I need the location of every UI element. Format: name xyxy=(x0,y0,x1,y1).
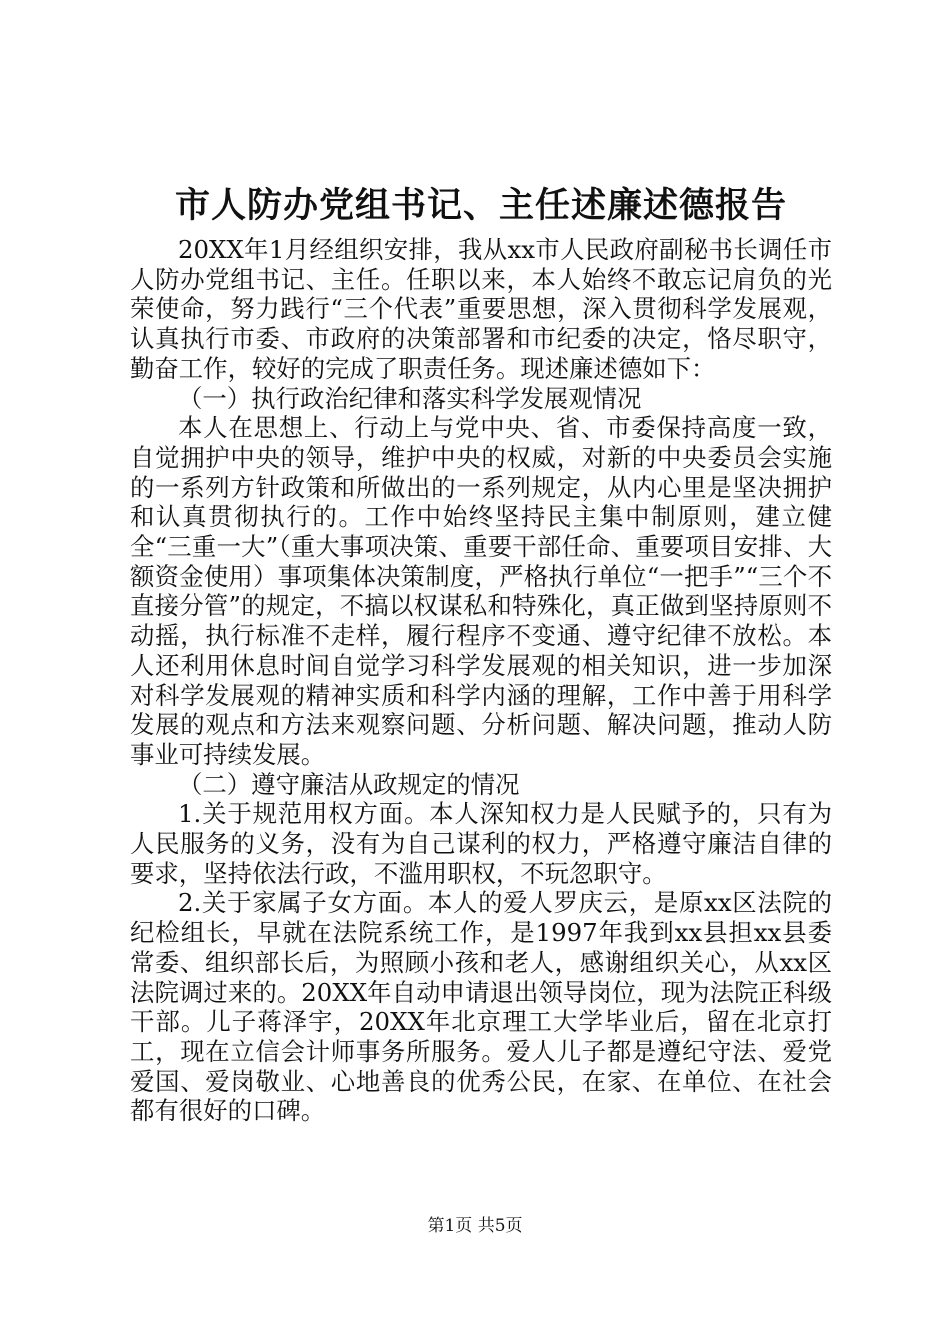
document-title: 市人防办党组书记、主任述廉述德报告 xyxy=(174,186,787,226)
paragraph-intro: 20XX年1月经组织安排，我从xx市人民政府副秘书长调任市人防办党组书记、主任。任职以来，本人始终不敢忘记肩负的光荣使命，努力践行“三个代表”重要思想，深入贯彻科学发展观，认真执行市委、市政府的决策部署和市纪委的决定，恪尽职守，勤奋工作，较好的完成了职责任务。现述廉述德如下： xyxy=(130,235,832,383)
paragraph-item-1: 1.关于规范用权方面。本人深知权力是人民赋予的，只有为人民服务的义务，没有为自己谋利的权力，严格遵守廉洁自律的要求，坚持依法行政，不滥用职权，不玩忽职守。 xyxy=(130,799,832,888)
section-heading-1: （一）执行政治纪律和落实科学发展观情况 xyxy=(178,383,642,413)
paragraph-section-1: 本人在思想上、行动上与党中央、省、市委保持高度一致，自觉拥护中央的领导，维护中央的权威，对新的中央委员会实施的一系列方针政策和所做出的一系列规定，从内心里是坚决拥护和认真贯彻执行的。工作中始终坚持民主集中制原则，建立健全“三重一大”（重大事项决策、重要干部任命、重要项目安排、大额资金使用）事项集体决策制度，严格执行单位“一把手”“三个不直接分管”的规定，不搞以权谋私和特殊化，真正做到坚持原则不动摇，执行标准不走样，履行程序不变通、遵守纪律不放松。本人还利用休息时间自觉学习科学发展观的相关知识，进一步加深对科学发展观的精神实质和科学内涵的理解，工作中善于用科学发展的观点和方法来观察问题、分析问题、解决问题，推动人防事业可持续发展。 xyxy=(130,413,832,769)
section-heading-2: （二）遵守廉洁从政规定的情况 xyxy=(178,769,520,799)
page-footer: 第1页 共5页 xyxy=(427,1216,523,1236)
paragraph-item-2: 2.关于家属子女方面。本人的爱人罗庆云，是原xx区法院的纪检组长，早就在法院系统工作，是1997年我到xx县担xx县委常委、组织部长后，为照顾小孩和老人，感谢组织关心，从xx区法院调过来的。20XX年自动申请退出领导岗位，现为法院正科级干部。儿子蒋泽宇，20XX年北京理工大学毕业后，留在北京打工，现在立信会计师事务所服务。爱人儿子都是遵纪守法、爱党爱国、爱岗敬业、心地善良的优秀公民，在家、在单位、在社会都有很好的口碑。 xyxy=(130,888,832,1126)
document-page xyxy=(130,180,832,1126)
